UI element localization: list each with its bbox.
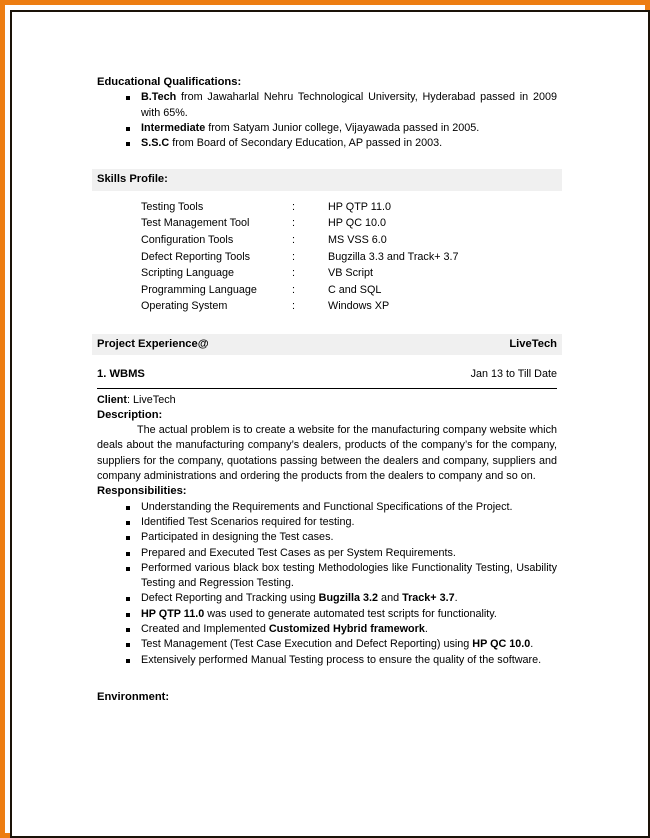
responsibility-text: Extensively performed Manual Testing process to ensure the quality of the software.	[141, 653, 542, 666]
skills-row-separator: :	[292, 233, 295, 246]
responsibility-item	[97, 515, 557, 530]
responsibility-text: .	[530, 638, 534, 651]
environment-label: Environment:	[97, 690, 170, 703]
responsibilities-list	[97, 500, 557, 668]
responsibility-text: Defect Reporting and Tracking using	[141, 592, 319, 605]
skills-row-separator: :	[292, 200, 295, 213]
skills-row-label: Programming Language	[141, 283, 257, 296]
skills-row-value: VB Script	[328, 267, 374, 280]
responsibility-text: .	[454, 592, 458, 605]
client-value: LiveTech	[133, 393, 176, 406]
skills-row	[141, 233, 459, 250]
skills-row-label: Testing Tools	[141, 200, 204, 213]
responsibility-text: Created and Implemented	[141, 622, 269, 635]
responsibility-text: Identified Test Scenarios required for testing.	[141, 515, 355, 528]
responsibility-item	[97, 591, 557, 606]
education-item	[97, 136, 557, 151]
skills-row-label: Scripting Language	[141, 267, 235, 280]
project-duration: Jan 13 to Till Date	[470, 368, 557, 381]
skills-row	[141, 250, 459, 267]
skills-row-separator: :	[292, 283, 295, 296]
description-text: The actual problem is to create a website for the manufacturing company website which deals about the manufacturing company’s dealers, products of the company’s for the company, suppliers for the company, quotations passing between the dealers and company, suppliers and company administrations and ordering the products from the dealers to company and so on.	[97, 424, 557, 483]
skills-row-separator: :	[292, 250, 295, 263]
responsibility-item	[97, 561, 557, 592]
project-divider	[97, 388, 557, 389]
client-row	[97, 393, 557, 408]
responsibility-text: Participated in designing the Test cases.	[141, 531, 334, 544]
skills-row-value: C and SQL	[328, 283, 382, 296]
responsibility-emphasis: HP QTP 11.0	[141, 607, 205, 620]
education-item-detail: from Jawaharlal Nehru Technological University, Hyderabad passed in 2009 with 65%.	[141, 91, 557, 119]
skills-row	[141, 200, 459, 217]
responsibility-item	[97, 546, 557, 561]
skills-row	[141, 299, 459, 316]
responsibility-emphasis: Customized Hybrid framework	[268, 622, 425, 635]
skills-row-value: MS VSS 6.0	[328, 233, 387, 246]
skills-row	[141, 216, 459, 233]
project-experience-band	[92, 334, 562, 355]
education-item-detail: from Board of Secondary Education, AP passed in 2003.	[169, 137, 443, 150]
education-list	[97, 90, 557, 151]
education-item-degree: B.Tech	[141, 91, 177, 104]
skills-row-value: Bugzilla 3.3 and Track+ 3.7	[328, 250, 459, 263]
education-item-degree: S.S.C	[141, 137, 170, 150]
skills-table	[141, 200, 459, 316]
responsibility-text: Test Management (Test Case Execution and Defect Reporting) using	[141, 638, 473, 651]
skills-row-label: Defect Reporting Tools	[141, 250, 251, 263]
description-label: Description:	[97, 408, 163, 421]
education-item	[97, 121, 557, 136]
responsibility-item	[97, 500, 557, 515]
project-experience-heading: Project Experience@	[97, 337, 209, 350]
education-heading: Educational Qualifications:	[97, 76, 242, 88]
client-separator: :	[127, 393, 133, 406]
responsibility-text: and	[378, 592, 403, 605]
resume-document	[97, 75, 557, 705]
skills-profile-band	[92, 169, 562, 190]
responsibility-emphasis: HP QC 10.0	[472, 638, 531, 651]
project-experience-company: LiveTech	[509, 337, 557, 350]
education-item-degree: Intermediate	[141, 121, 206, 134]
project-title-row	[97, 367, 557, 382]
responsibility-item	[97, 607, 557, 622]
responsibility-emphasis: Bugzilla 3.2	[318, 592, 379, 605]
skills-profile-heading: Skills Profile:	[97, 173, 168, 186]
skills-row-separator: :	[292, 217, 295, 230]
skills-row	[141, 283, 459, 300]
skills-row-label: Operating System	[141, 300, 228, 313]
skills-row-value: HP QTP 11.0	[328, 200, 392, 213]
skills-row-label: Configuration Tools	[141, 233, 234, 246]
skills-row-value: HP QC 10.0	[328, 217, 387, 230]
skills-row-value: Windows XP	[328, 300, 390, 313]
responsibility-text: Performed various black box testing Methodologies like Functionality Testing, Usability Testing and Regression Testing.	[141, 561, 557, 590]
education-item	[97, 90, 557, 121]
project-title: 1. WBMS	[97, 368, 145, 381]
skills-row	[141, 266, 459, 283]
responsibilities-label: Responsibilities:	[97, 485, 187, 498]
responsibility-item	[97, 637, 557, 652]
responsibility-item	[97, 622, 557, 637]
client-label: Client	[97, 393, 127, 406]
skills-row-separator: :	[292, 267, 295, 280]
responsibility-text: Prepared and Executed Test Cases as per System Requirements.	[141, 546, 456, 559]
responsibility-emphasis: Track+ 3.7	[402, 592, 455, 605]
responsibility-item	[97, 653, 557, 668]
skills-row-label: Test Management Tool	[141, 217, 250, 230]
education-item-detail: from Satyam Junior college, Vijayawada passed in 2005.	[205, 121, 480, 134]
responsibility-text: Understanding the Requirements and Functional Specifications of the Project.	[141, 500, 513, 513]
skills-row-separator: :	[292, 300, 295, 313]
responsibility-item	[97, 530, 557, 545]
responsibility-text: .	[424, 622, 428, 635]
responsibility-text: was used to generate automated test scripts for functionality.	[204, 607, 497, 620]
